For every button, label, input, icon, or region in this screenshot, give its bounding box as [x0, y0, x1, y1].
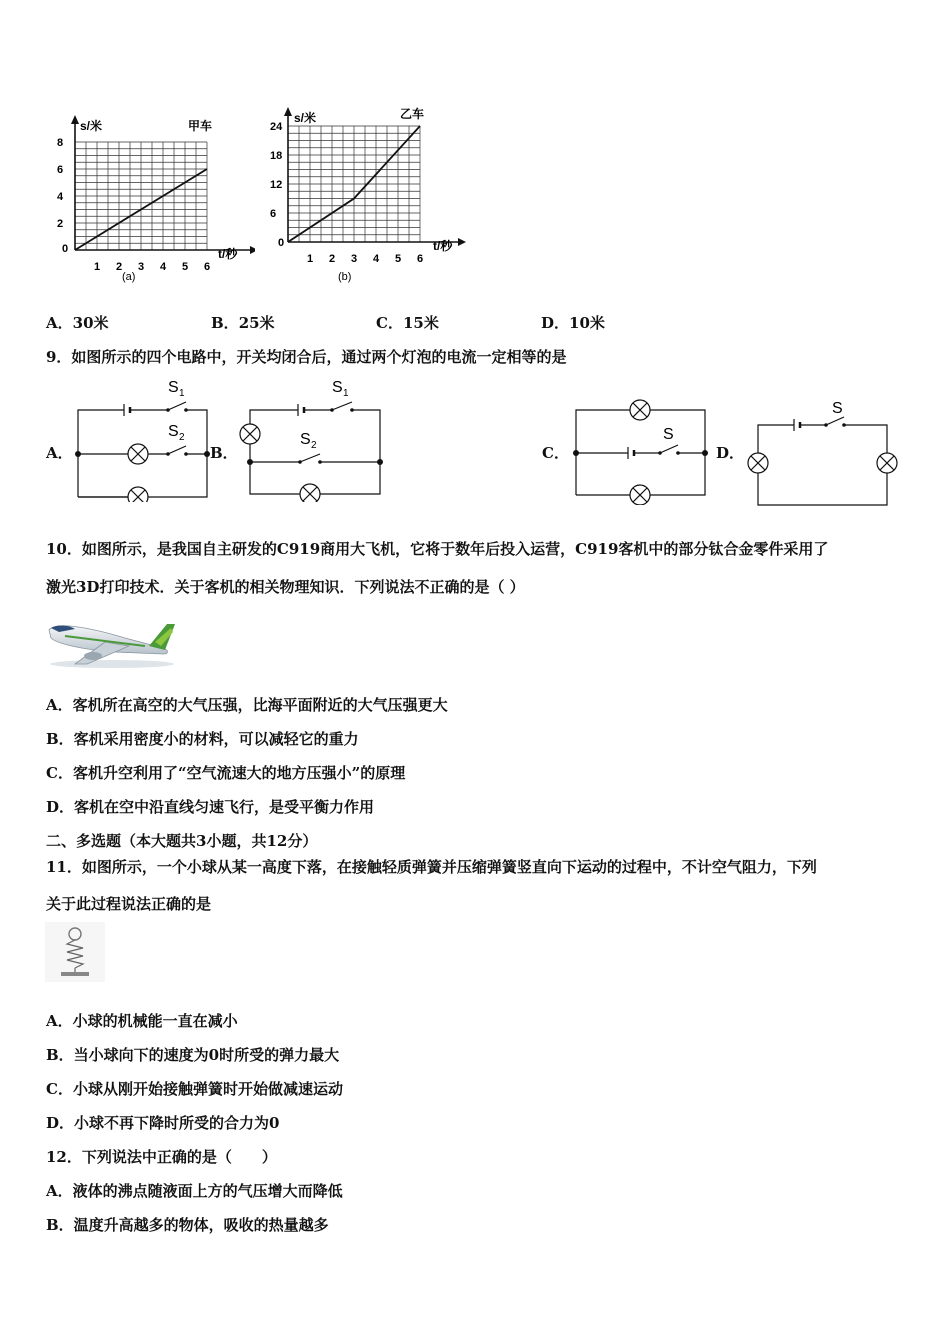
q8-option-b[interactable] — [211, 312, 275, 333]
switch-s1-label: S — [332, 379, 343, 396]
bulb-icon — [128, 487, 148, 502]
switch-s2-label: S — [300, 431, 311, 448]
q8-option-c-label: C． — [376, 314, 403, 332]
q10-option-a[interactable]: A．客机所在高空的大气压强，比海平面附近的大气压强更大 — [46, 696, 448, 714]
x-tick-label: 6 — [204, 261, 211, 273]
x-tick-label: 2 — [116, 261, 123, 273]
q10-option-c[interactable]: C．客机升空利用了“空气流速大的地方压强小”的原理 — [46, 764, 406, 782]
switch-s2 — [168, 446, 186, 454]
q8-option-d-text: 10米 — [569, 314, 605, 332]
q11-option-b[interactable]: B．当小球向下的速度为0时所受的弹力最大 — [46, 1046, 340, 1064]
graph-b-title: 乙车 — [400, 107, 425, 121]
q8-option-a-label: A． — [46, 314, 73, 332]
q8-option-b-text: 25米 — [238, 314, 275, 332]
q9-stem: 9．如图所示的四个电路中，开关均闭合后，通过两个灯泡的电流一定相等的是 — [46, 348, 567, 366]
q9-label-b[interactable]: B． — [210, 444, 238, 462]
x-tick-label: 4 — [160, 261, 167, 273]
q11-stem-line1: 11．如图所示，一个小球从某一高度下落，在接触轻质弹簧并压缩弹簧竖直向下运动的过程中，不计空气阻力，下列 — [46, 858, 817, 876]
graph-b-y-arrow — [284, 107, 292, 116]
switch-s-label: S — [832, 400, 843, 417]
y-tick-label: 4 — [57, 191, 64, 203]
q8-option-b-label: B． — [211, 314, 239, 332]
circuit-a — [70, 372, 215, 502]
q10-option-b[interactable]: B．客机采用密度小的材料，可以减轻它的重力 — [46, 730, 359, 748]
q11-option-a[interactable]: A．小球的机械能一直在减小 — [46, 1012, 238, 1030]
q11-option-c[interactable]: C．小球从刚开始接触弹簧时开始做减速运动 — [46, 1080, 343, 1098]
graph-b-x-arrow — [458, 238, 466, 246]
section-heading: 二、多选题（本大题共3小题，共12分） — [46, 832, 318, 850]
graph-a-origin: 0 — [62, 243, 69, 255]
q8-option-a-text: 30米 — [72, 314, 109, 332]
q9-label-c[interactable]: C． — [542, 444, 569, 462]
graph-b-origin: 0 — [278, 237, 285, 249]
circuit-c — [568, 395, 713, 505]
x-tick-label: 2 — [329, 253, 336, 265]
bulb-icon — [300, 484, 320, 502]
y-tick-label: 18 — [270, 150, 283, 162]
circuit-d — [742, 395, 907, 510]
x-tick-label: 1 — [94, 261, 101, 273]
x-tick-label: 6 — [417, 253, 424, 265]
graph-a-y-label: s/米 — [80, 119, 103, 133]
airplane-image — [45, 612, 180, 670]
q12-option-a[interactable]: A．液体的沸点随液面上方的气压增大而降低 — [46, 1182, 343, 1200]
graph-b-caption: (b) — [338, 271, 352, 283]
q10-stem-line1: 10．如图所示，是我国自主研发的C919商用大飞机，它将于数年后投入运营，C919客机中的部分钛合金零件采用了 — [46, 540, 829, 558]
graph-b-grid — [288, 126, 420, 242]
graph-a-title: 甲车 — [188, 119, 213, 133]
x-tick-label: 4 — [373, 253, 380, 265]
q8-option-c-text: 15米 — [402, 314, 439, 332]
x-tick-label: 5 — [395, 253, 402, 265]
y-tick-label: 6 — [270, 208, 277, 220]
q10-option-d[interactable]: D．客机在空中沿直线匀速飞行，是受平衡力作用 — [46, 798, 375, 816]
q12-stem: 12．下列说法中正确的是（ ） — [46, 1148, 277, 1166]
x-tick-label: 5 — [182, 261, 189, 273]
graph-b — [258, 100, 473, 285]
graph-b-x-label: t/秒 — [433, 239, 453, 253]
y-tick-label: 12 — [270, 179, 283, 191]
x-tick-label: 1 — [307, 253, 314, 265]
switch-s2-sub: 2 — [311, 440, 317, 451]
y-tick-label: 24 — [270, 121, 283, 133]
q8-option-d-label: D． — [541, 314, 570, 332]
switch-s-label: S — [663, 426, 674, 443]
q9-label-a[interactable]: A． — [46, 444, 73, 462]
q8-option-d[interactable] — [541, 312, 605, 333]
graph-b-y-label: s/米 — [294, 111, 317, 125]
switch-s2-label: S — [168, 423, 179, 440]
x-tick-label: 3 — [138, 261, 145, 273]
circuit-b — [232, 372, 392, 502]
q9-label-d[interactable]: D． — [716, 444, 745, 462]
graph-a — [40, 110, 255, 285]
x-tick-label: 3 — [351, 253, 358, 265]
switch-s1-label: S — [168, 379, 179, 396]
q11-option-d[interactable]: D．小球不再下降时所受的合力为0 — [46, 1114, 280, 1132]
q12-option-b[interactable]: B．温度升高越多的物体，吸收的热量越多 — [46, 1216, 329, 1234]
q11-stem-line2: 关于此过程说法正确的是 — [46, 895, 212, 913]
y-tick-label: 6 — [57, 164, 64, 176]
q8-option-a[interactable] — [46, 312, 109, 333]
graph-a-caption: (a) — [122, 271, 136, 283]
graph-a-y-arrow — [71, 115, 79, 124]
q8-option-c[interactable] — [376, 312, 439, 333]
switch-s1-sub: 1 — [343, 388, 349, 399]
graph-a-x-label: t/秒 — [218, 247, 238, 261]
switch-s2-sub: 2 — [179, 432, 185, 443]
spring-ball-image — [45, 922, 105, 982]
graph-a-x-arrow — [250, 246, 255, 254]
y-tick-label: 8 — [57, 137, 64, 149]
switch-s1-sub: 1 — [179, 388, 185, 399]
y-tick-label: 2 — [57, 218, 64, 230]
q10-stem-line2: 激光3D打印技术．关于客机的相关物理知识．下列说法不正确的是（ ） — [46, 578, 525, 596]
switch-s1 — [168, 402, 186, 410]
graph-a-grid — [75, 142, 207, 250]
